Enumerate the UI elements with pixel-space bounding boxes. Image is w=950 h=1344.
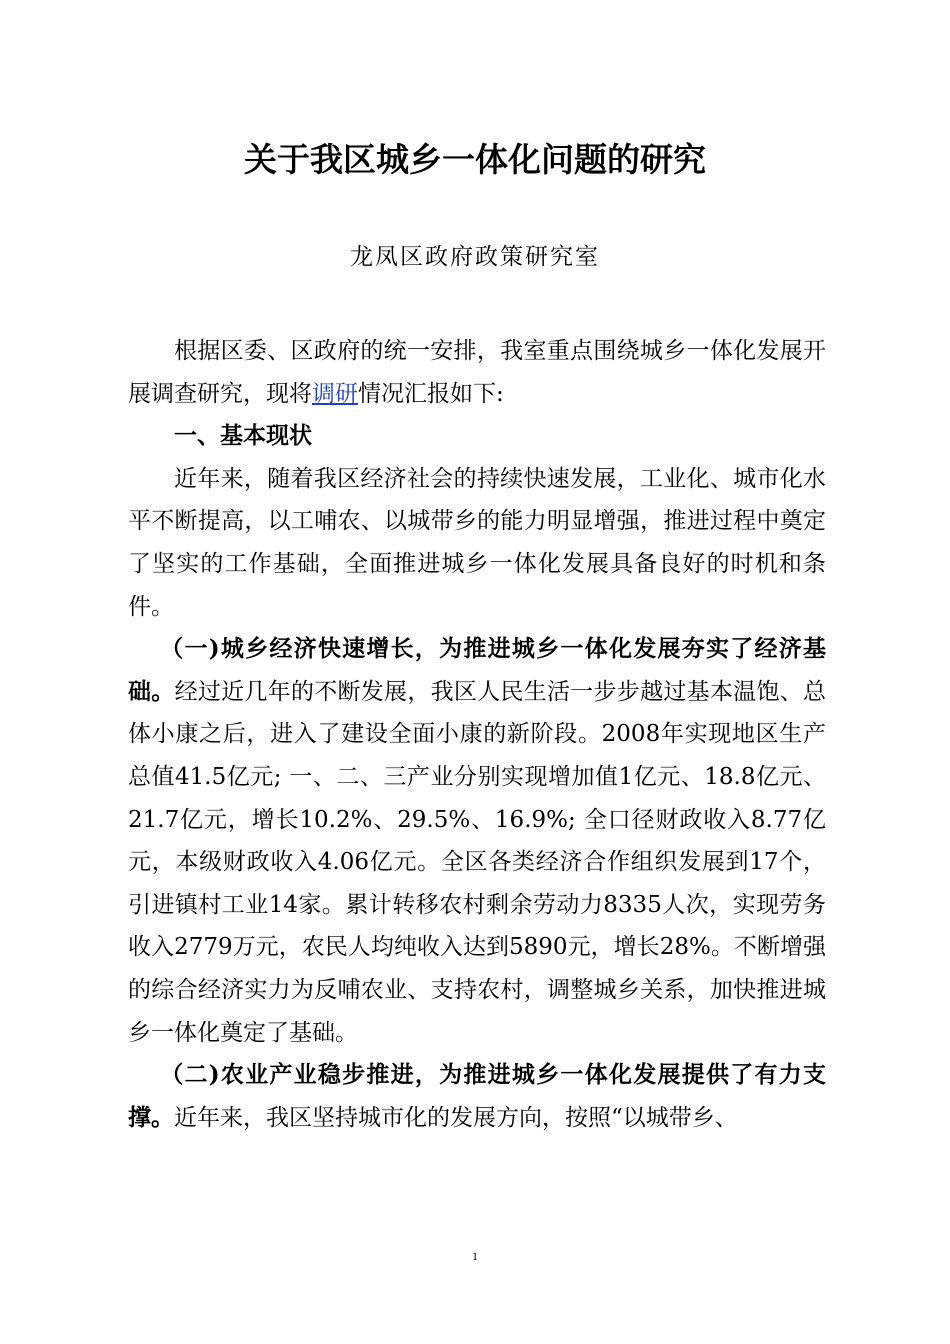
subsection2-paragraph (128, 1054, 826, 1139)
subsection2-text: 近年来，我区坚持城市化的发展方向，按照“以城带乡、 (174, 1104, 738, 1131)
subsection2-lead: （二)农业产业稳步推进，为推进城乡一体化发展提供了有力支撑。 (128, 1061, 826, 1131)
intro-text-after: 情况汇报如下: (358, 380, 504, 407)
intro-text-before: 根据区委、区政府的统一安排，我室重点围绕城乡一体化发展开展调查研究，现将 (128, 338, 826, 407)
research-link[interactable]: 调研 (312, 380, 358, 407)
section-heading-basic-status: 一、基本现状 (174, 422, 312, 450)
subsection1-text: 经过近几年的不断发展，我区人民生活一步步越过基本温饱、总体小康之后，进入了建设全面小康的新阶段。2008年实现地区生产总值41.5亿元; 一、二、三产业分别实现增加值1亿元、18.8亿元、21.7亿元，增长10.2%、29.5%、16.9%; 全口径财政收入8.77亿元，本级财政收入4.06亿元。全区各类经济合作组织发展到17个，引进镇村工业14家。累计转移农村剩余劳动力8335人次，实现劳务收入2779万元，农民人均纯收入达到5890元，增长28%。不断增强的综合经济实力为反哺农业、支持农村，调整城乡关系，加快推进城乡一体化奠定了基础。 (128, 678, 827, 1046)
intro-paragraph (128, 330, 826, 415)
page-number: 1 (472, 1249, 478, 1263)
document-author: 龙凤区政府政策研究室 (350, 244, 600, 270)
section1-paragraph: 近年来，随着我区经济社会的持续快速发展，工业化、城市化水平不断提高，以工哺农、以城带乡的能力明显增强，推进过程中奠定了坚实的工作基础，全面推进城乡一体化发展具备良好的时机和条件。 (128, 465, 826, 620)
document-title: 关于我区城乡一体化问题的研究 (244, 140, 706, 179)
subsection1-lead: （一)城乡经济快速增长，为推进城乡一体化发展夯实了经济基础。 (128, 635, 826, 705)
document-body (128, 330, 826, 1139)
subsection1-paragraph (128, 628, 826, 1054)
